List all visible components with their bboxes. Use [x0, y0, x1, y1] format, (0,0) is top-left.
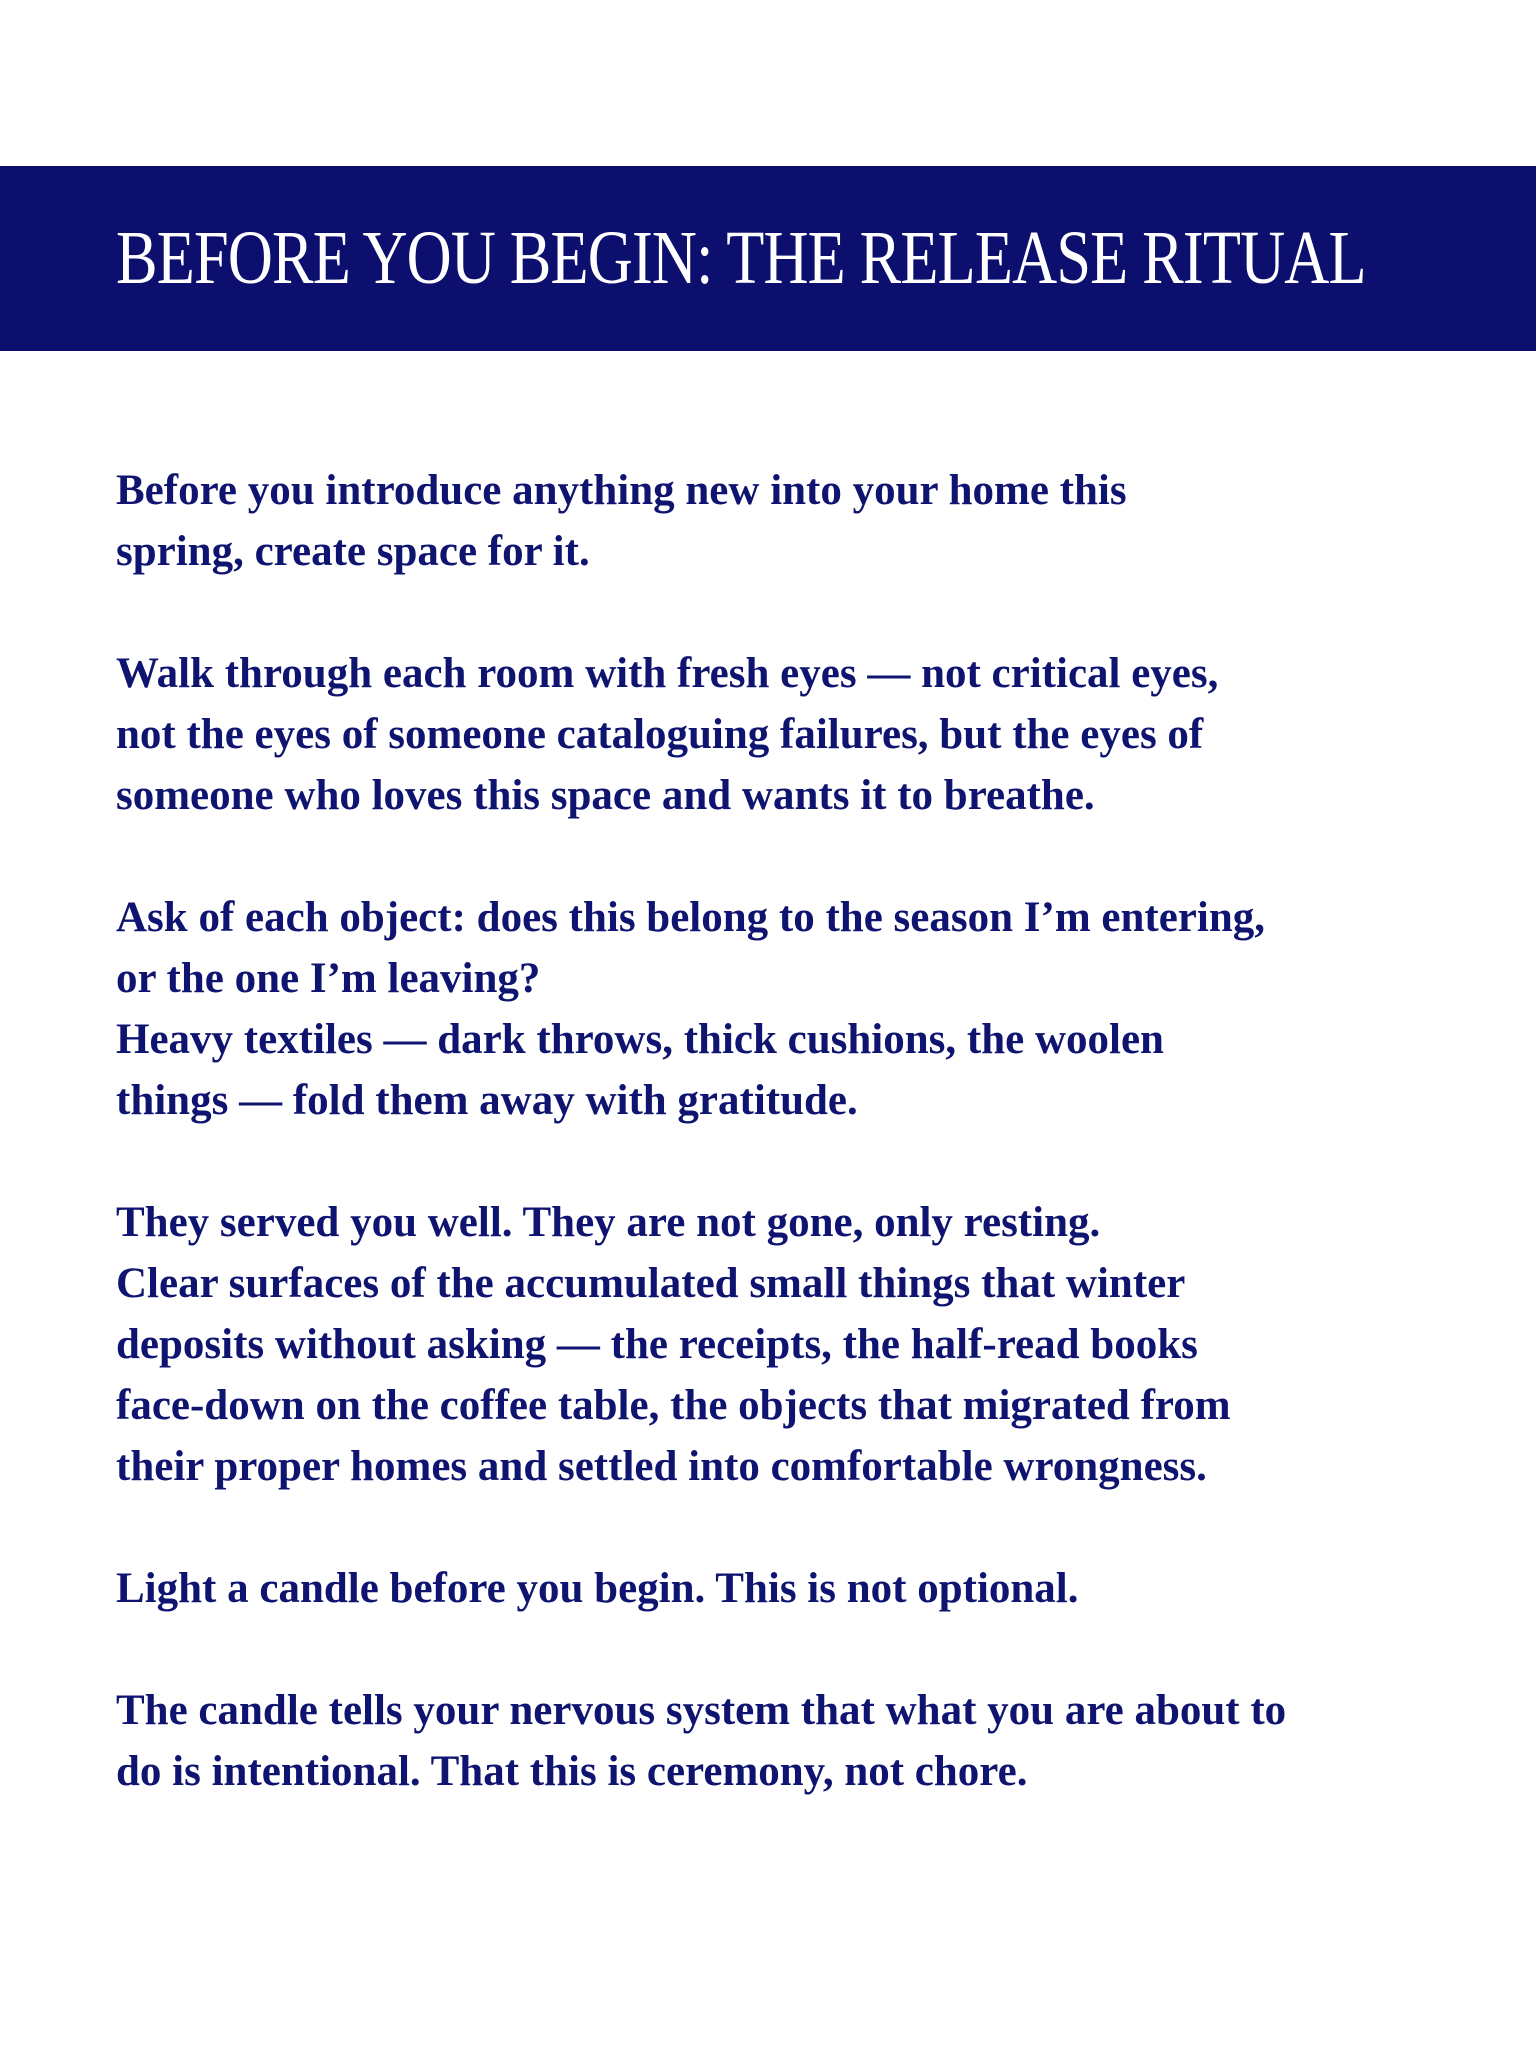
text-line: things — fold them away with gratitude.: [116, 1077, 858, 1124]
text-line: or the one I’m leaving?: [116, 955, 541, 1002]
text-line: do is intentional. That this is ceremony, not chore.: [116, 1748, 1028, 1795]
text-line: face-down on the coffee table, the objects that migrated from: [116, 1382, 1231, 1429]
text-line: Light a candle before you begin. This is not optional.: [116, 1565, 1079, 1612]
text-line: They served you well. They are not gone, only resting.: [116, 1199, 1101, 1246]
paragraph-ask-each-object: [116, 887, 1436, 1131]
header-banner: [0, 166, 1536, 351]
text-line: spring, create space for it.: [116, 528, 590, 575]
text-line: someone who loves this space and wants it to breathe.: [116, 772, 1095, 819]
text-line: The candle tells your nervous system that what you are about to: [116, 1687, 1287, 1734]
text-line: deposits without asking — the receipts, the half-read books: [116, 1321, 1198, 1368]
text-line: Clear surfaces of the accumulated small things that winter: [116, 1260, 1186, 1307]
page-title: BEFORE YOU BEGIN: THE RELEASE RITUAL: [116, 216, 1366, 300]
text-line: Ask of each object: does this belong to the season I’m entering,: [116, 894, 1265, 941]
text-line: Walk through each room with fresh eyes — not critical eyes,: [116, 650, 1219, 697]
paragraph-clear-surfaces: [116, 1192, 1436, 1497]
paragraph-candle-meaning: [116, 1680, 1436, 1802]
paragraph-intro: [116, 460, 1436, 582]
text-line: not the eyes of someone cataloguing failures, but the eyes of: [116, 711, 1204, 758]
text-line: Before you introduce anything new into your home this: [116, 467, 1127, 514]
body-text: [116, 460, 1436, 1863]
paragraph-light-candle: [116, 1558, 1436, 1619]
text-line: their proper homes and settled into comfortable wrongness.: [116, 1443, 1207, 1490]
paragraph-walk-through: [116, 643, 1436, 826]
text-line: Heavy textiles — dark throws, thick cushions, the woolen: [116, 1016, 1164, 1063]
